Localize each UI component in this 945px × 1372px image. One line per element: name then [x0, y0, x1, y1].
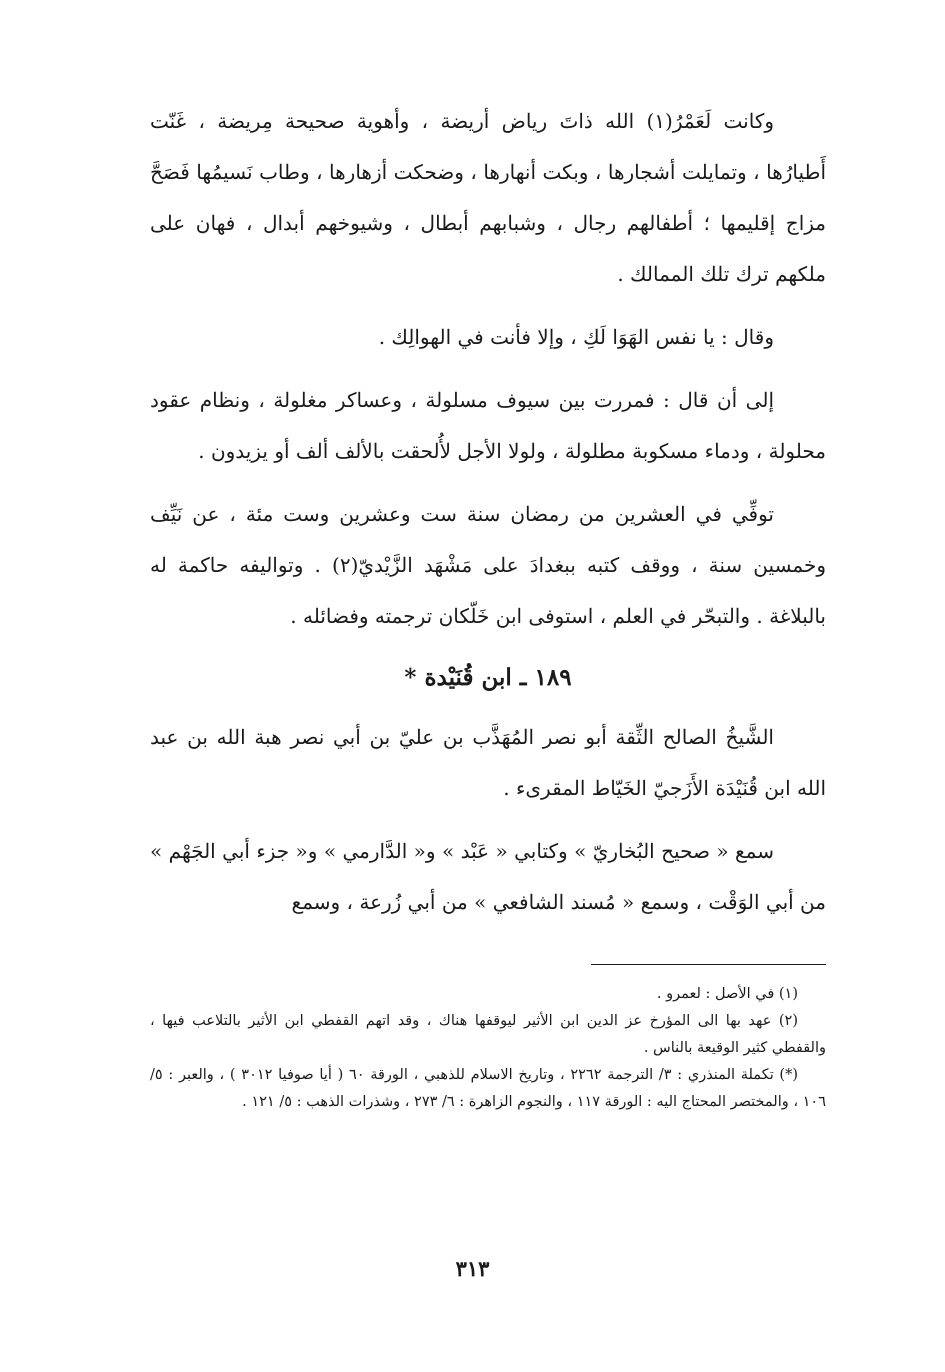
paragraph-hearing: سمع « صحيح البُخاريّ » وكتابي « عَبْد » و« الدَّارمي » و« جزء أبي الجَهْم » من أبي الوَقْت ، وسمع « مُسند الشافعي » من أبي زُرعة ، وسمع	[150, 839, 826, 914]
page-number: ٣١٣	[455, 1256, 490, 1281]
footnote-sources: (*) تكملة المنذري : ٣/ الترجمة ٢٢٦٢ ، وتاريخ الاسلام للذهبي ، الورقة ٦٠ ( أيا صوفيا ٣٠١٢ ) ، والعبر : ٥/ ١٠٦ ، والمختصر المحتاج اليه : الورقة ١١٧ ، والنجوم الزاهرة : ٦/ ٢٧٣ ، وشذرات الذهب : ٥/ ١٢١ .	[150, 1067, 826, 1110]
footnote-1: (١) في الأصل : لعمرو .	[656, 986, 798, 1002]
paragraph-death: توفِّي في العشرين من رمضان سنة ست وعشرين وست مئة ، عن نَيِّف وخمسين سنة ، ووقف كتبه ببغدادَ على مَشْهَد الزَّيْديّ(٢) . وتواليفه حاكمة له بالبلاغة . والتبحّر في العلم ، استوفى ابن خَلّكان ترجمته وفضائله .	[150, 502, 826, 628]
footnote-divider	[591, 964, 826, 965]
paragraph-biography: الشَّيخُ الصالح الثِّقة أبو نصر المُهَذَّب بن عليّ بن أبي نصر هبة الله بن عبد الله ابن قُنَيْدَة الأَزَجيّ الخَيّاط المقرىء .	[150, 725, 826, 800]
main-text	[150, 96, 826, 928]
book-page	[150, 96, 826, 1336]
footnote-2: (٢) عهد بها الى المؤرخ عز الدين ابن الأثير ليوقفها هناك ، وقد اتهم القفطي ابن الأثير بالتلاعب فيها ، والقفطي كثير الوقيعة بالناس .	[150, 1013, 826, 1056]
paragraph-description: وكانت لَعَمْرُ(١) الله ذاتَ رياض أريضة ، وأهوية صحيحة مِريضة ، غَنّت أَطيارُها ، وتمايلت أشجارها ، وبكت أنهارها ، وضحكت أزهارها ، وطاب نَسيمُها فَصَحَّ مزاج إقليمها ؛ أطفالهم رجال ، وشبابهم أبطال ، وشيوخهم أبدال ، فهان على ملكهم ترك تلك الممالك .	[150, 109, 826, 286]
paragraph-passage: إلى أن قال : فمررت بين سيوف مسلولة ، وعساكر مغلولة ، ونظام عقود محلولة ، ودماء مسكوبة مطلولة ، ولولا الأجل لأُلحقت بالألف ألف أو يزيدون .	[150, 388, 826, 463]
paragraph-quote: وقال : يا نفس الهَوَا لَكِ ، وإلا فأنت في الهوالِك .	[378, 325, 774, 349]
entry-heading: ١٨٩ ـ ابن قُنَيْدة *	[404, 664, 572, 691]
footnotes	[150, 981, 826, 1116]
